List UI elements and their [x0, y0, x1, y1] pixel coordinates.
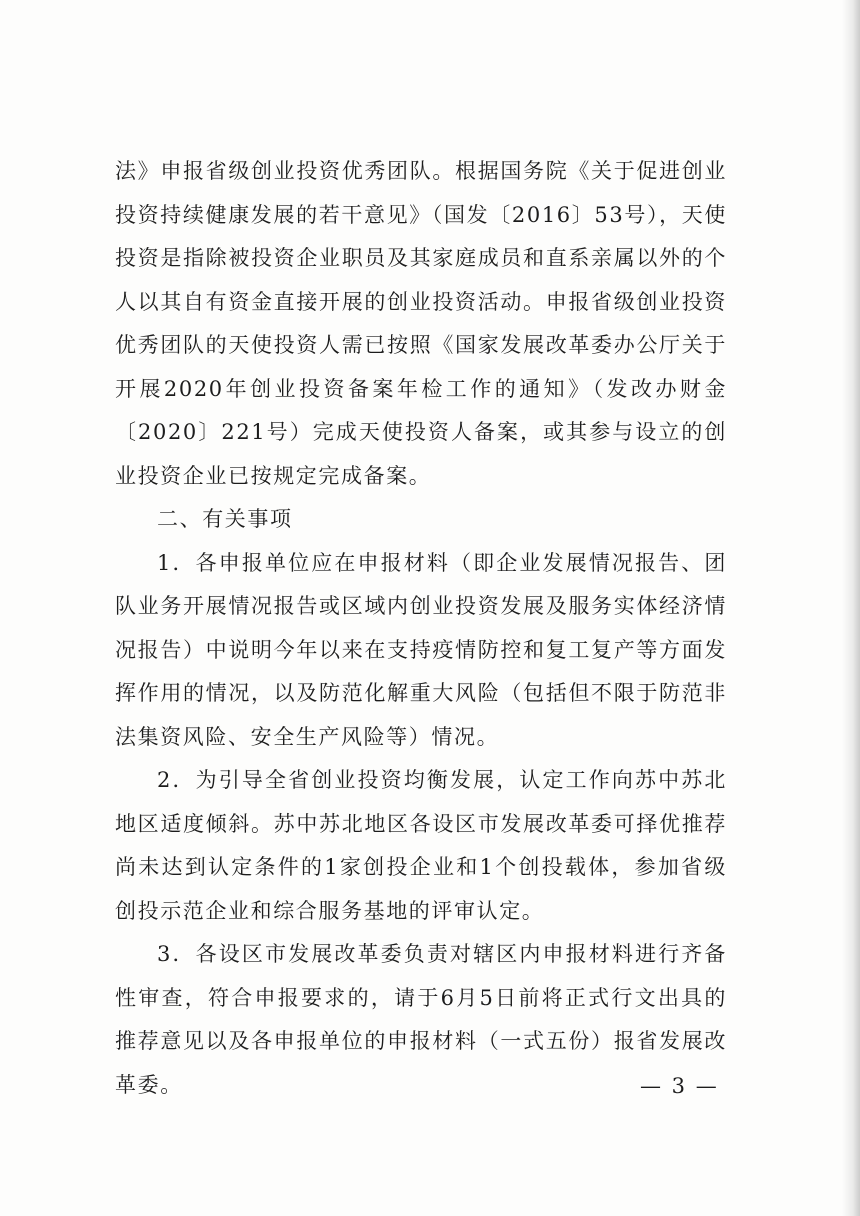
document-body	[115, 150, 727, 1107]
page-number: — 3 —	[640, 1074, 719, 1098]
scan-edge-shadow	[842, 0, 860, 1216]
paragraph-item-1: 1．各申报单位应在申报材料（即企业发展情况报告、团队业务开展情况报告或区域内创业投资发展及服务实体经济情况报告）中说明今年以来在支持疫情防控和复工复产等方面发挥作用的情况，以及防范化解重大风险（包括但不限于防范非法集资风险、安全生产风险等）情况。	[115, 550, 727, 749]
paragraph-item-3: 3．各设区市发展改革委负责对辖区内申报材料进行齐备性审查，符合申报要求的，请于6月5日前将正式行文出具的推荐意见以及各申报单位的申报材料（一式五份）报省发展改革委。	[115, 942, 727, 1097]
section-heading-related-matters: 二、有关事项	[157, 507, 293, 531]
paragraph-registration-requirements: 法》申报省级创业投资优秀团队。根据国务院《关于促进创业投资持续健康发展的若干意见》（国发〔2016〕53号），天使投资是指除被投资企业职员及其家庭成员和直系亲属以外的个人以其自有资金直接开展的创业投资活动。申报省级创业投资优秀团队的天使投资人需已按照《国家发展改革委办公厅关于开展2020年创业投资备案年检工作的通知》（发改办财金〔2020〕221号）完成天使投资人备案，或其参与设立的创业投资企业已按规定完成备案。	[115, 159, 727, 488]
paragraph-item-2: 2．为引导全省创业投资均衡发展，认定工作向苏中苏北地区适度倾斜。苏中苏北地区各设区市发展改革委可择优推荐尚未达到认定条件的1家创投企业和1个创投载体，参加省级创投示范企业和综合服务基地的评审认定。	[115, 768, 727, 923]
